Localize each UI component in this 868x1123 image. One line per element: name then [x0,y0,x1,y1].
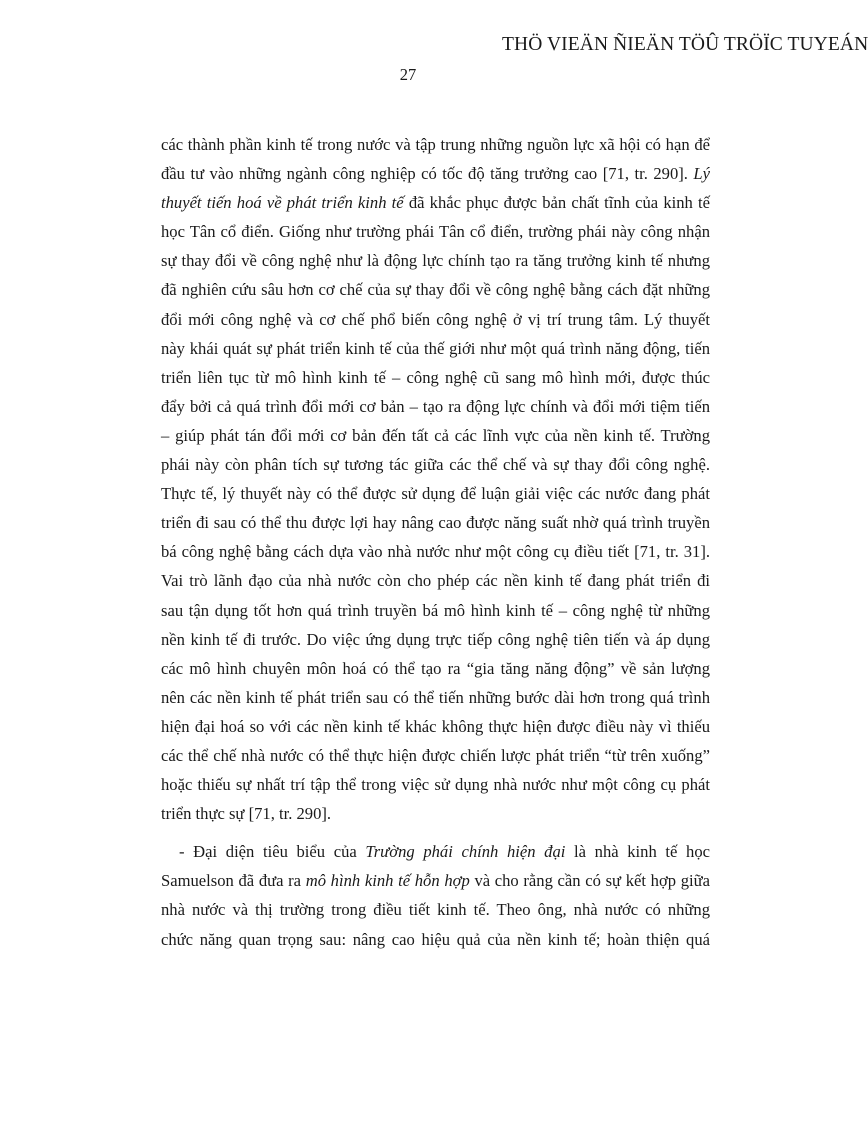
library-watermark-header: THÖ VIEÄN ÑIEÄN TÖÛ TRÖÏC TUYEÁN [502,34,868,55]
text-line: hoặc thiếu sự nhất trí tập thể trong việc sử dụng nhà nước như một công cụ phát [161,775,710,795]
paragraph-modern-mainstream-school [161,837,710,953]
text-run: - Đại diện tiêu biểu của [179,842,366,862]
text-line: các thành phần kinh tế trong nước và tập trung những nguồn lực xã hội có hạn để [161,135,710,154]
document-body [161,130,710,954]
text-line: học Tân cổ điển. Giống như trường phái Tân cổ điển, trường phái này công nhận [161,222,710,242]
page-number: 27 [399,65,417,84]
italic-term: mô hình kinh tế hỗn hợp [305,871,470,891]
paragraph-evolutionary-theory [161,130,710,828]
text-line: phái này còn phân tích sự tương tác giữa các thể chế và sự thay đổi công nghệ. [161,455,710,475]
text-line: các mô hình chuyên môn hoá có thể tạo ra “gia tăng năng động” về sản lượng [161,658,710,678]
text-line: Thực tế, lý thuyết này có thể được sử dụng để luận giải việc các nước đang phát [161,484,710,504]
text-line: hiện đại hoá so với các nền kinh tế khác không thực hiện được điều này vì thiếu [161,716,710,736]
text-line [161,866,710,895]
text-line: đã nghiên cứu sâu hơn cơ chế của sự thay đổi về công nghệ bằng cách đặt những [161,280,710,300]
text-line [161,188,710,217]
text-line: nên các nền kinh tế phát triển sau có thể tiến những bước dài hơn trong quá trình [161,687,710,707]
italic-term: thuyết tiến hoá về phát triển kinh tế [161,193,404,213]
text-line: Vai trò lãnh đạo của nhà nước còn cho phép các nền kinh tế đang phát triển đi [161,571,710,591]
text-line: sự thay đổi về công nghệ như là động lực chính tạo ra tăng trưởng kinh tế nhưng [161,251,710,271]
text-line [161,159,710,188]
text-line: triển đi sau có thể thu được lợi hay nâng cao được năng suất nhờ quá trình truyền [161,513,710,533]
text-line: – giúp phát tán đổi mới cơ bản đến tất cả các lĩnh vực của nền kinh tế. Trường [161,425,710,445]
italic-term: Trường phái chính hiện đại [365,842,566,862]
text-line: đẩy bởi cả quá trình đổi mới cơ bản – tạo ra động lực chính và đổi mới tiệm tiến [161,396,710,416]
text-line: nhà nước và thị trường trong điều tiết kinh tế. Theo ông, nhà nước có những [161,900,710,920]
text-line: các thể chế nhà nước có thể thực hiện được chiến lược phát triển “từ trên xuống” [161,745,710,765]
text-run: và cho rằng cần có sự kết hợp giữa [469,871,710,891]
text-run: đã khắc phục được bản chất tĩnh của kinh tế [403,193,710,213]
text-line: sau tận dụng tốt hơn quá trình truyền bá mô hình kinh tế – công nghệ từ những [161,600,710,620]
text-run: đầu tư vào những ngành công nghiệp có tốc độ tăng trưởng cao [71, tr. 290]. [161,164,694,184]
text-line: đổi mới công nghệ và cơ chế phổ biến công nghệ ở vị trí trung tâm. Lý thuyết [161,309,710,329]
text-line: này khái quát sự phát triển kinh tế của thế giới như một quá trình năng động, tiến [161,338,710,358]
text-line: triển liên tục từ mô hình kinh tế – công nghệ cũ sang mô hình mới, được thúc [161,367,710,387]
text-line: nền kinh tế đi trước. Do việc ứng dụng trực tiếp công nghệ tiên tiến và áp dụng [161,629,710,649]
text-line: chức năng quan trọng sau: nâng cao hiệu quả của nền kinh tế; hoàn thiện quá [161,929,710,949]
text-line: triển thực sự [71, tr. 290]. [161,804,332,824]
text-run: Samuelson đã đưa ra [161,871,306,891]
italic-term: Lý [693,164,710,184]
text-line [161,837,710,866]
text-run: là nhà kinh tế học [565,842,710,862]
text-line: bá công nghệ bằng cách dựa vào nhà nước như một công cụ điều tiết [71, tr. 31]. [161,542,710,562]
